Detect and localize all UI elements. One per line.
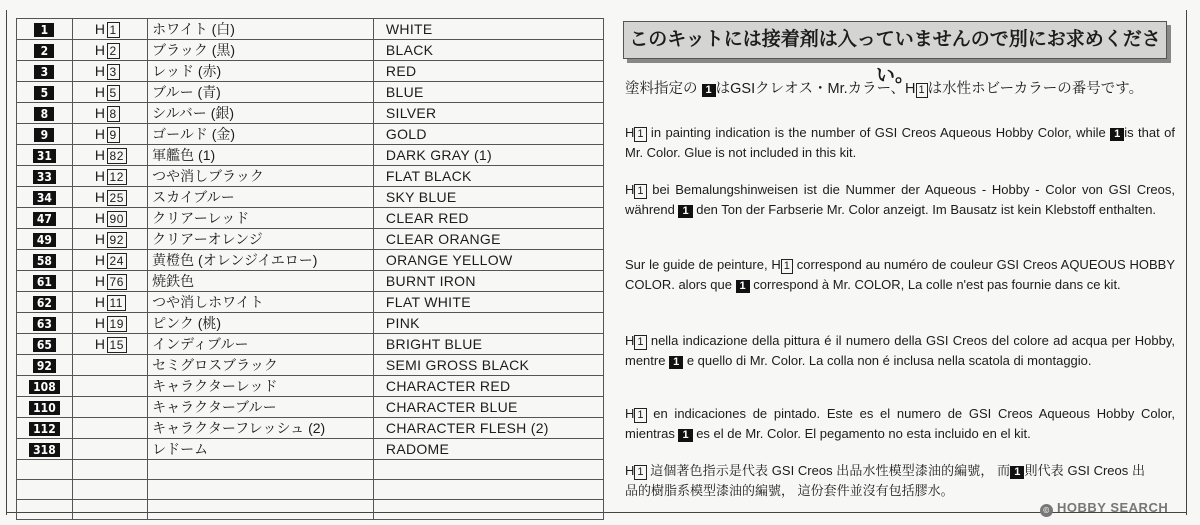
paint-row (17, 418, 604, 439)
mr-color-number: 92 (33, 359, 56, 373)
paint-row (17, 334, 604, 355)
color-name-japanese: スカイブルー (148, 187, 374, 208)
hobby-color-number: 82 (107, 148, 127, 164)
hobby-color-cell (72, 418, 147, 439)
mr-color-number: 65 (33, 338, 56, 352)
watermark-logo-icon: © (1040, 504, 1053, 517)
hobby-color-number: 25 (107, 190, 127, 206)
hobby-color-number: 92 (107, 232, 127, 248)
color-name-english: SEMI GROSS BLACK (373, 355, 603, 376)
hobby-color-cell: H 25 (72, 187, 147, 208)
hobby-color-cell: H 11 (72, 292, 147, 313)
color-name-english: FLAT BLACK (373, 166, 603, 187)
color-name-english: RED (373, 61, 603, 82)
paint-color-table (16, 18, 604, 520)
mr-color-number-box: 1 (669, 356, 683, 369)
paint-row (17, 355, 604, 376)
paint-row (17, 166, 604, 187)
paint-note-japanese: 塗料指定の 1 はGSIクレオス・Mr.カラー、H 1 は水性ホビーカラーの番号です。 (625, 81, 1144, 97)
mr-color-number-box: 1 (678, 429, 692, 442)
mr-color-number: 34 (33, 191, 56, 205)
hobby-color-cell: H 19 (72, 313, 147, 334)
paint-row (17, 397, 604, 418)
color-name-english: GOLD (373, 124, 603, 145)
paint-row (17, 40, 604, 61)
color-name-english: BLACK (373, 40, 603, 61)
hobby-color-number: 5 (107, 85, 120, 101)
paint-row (17, 61, 604, 82)
paint-row (17, 187, 604, 208)
color-name-japanese: 焼鉄色 (148, 271, 374, 292)
color-name-japanese: つや消しホワイト (148, 292, 374, 313)
hobby-color-cell (72, 439, 147, 460)
mr-color-number: 3 (34, 65, 54, 79)
hobby-color-number: 12 (107, 169, 127, 185)
hobby-color-cell: H 9 (72, 124, 147, 145)
hobby-color-cell: H 82 (72, 145, 147, 166)
color-name-english: CLEAR ORANGE (373, 229, 603, 250)
mr-color-number: 62 (33, 296, 56, 310)
hobby-color-cell: H 1 (72, 19, 147, 40)
hobby-color-cell (72, 376, 147, 397)
paint-row (17, 145, 604, 166)
hobby-color-number: 15 (107, 337, 127, 353)
mr-color-number: 49 (33, 233, 56, 247)
paint-note-italian: H 1 nella indicazione della pittura é il numero della GSI Creos del colore ad acqua per Hobby, mentre 1 e quello di Mr. Color. La colla non é inclusa nella scatola di montaggio. (625, 333, 1175, 368)
hobby-color-number-box: 1 (634, 127, 646, 142)
mr-color-number: 1 (34, 23, 54, 37)
paint-row (17, 208, 604, 229)
hobby-color-number-box: 1 (916, 83, 928, 98)
color-name-english: CLEAR RED (373, 208, 603, 229)
hobby-color-number-box: 1 (634, 184, 646, 199)
hobby-color-cell: H 2 (72, 40, 147, 61)
hobby-color-cell: H 24 (72, 250, 147, 271)
hobby-color-cell (72, 397, 147, 418)
color-name-english: RADOME (373, 439, 603, 460)
color-name-japanese: ブルー (青) (148, 82, 374, 103)
hobby-color-number: 90 (107, 211, 127, 227)
color-name-english: BLUE (373, 82, 603, 103)
paint-row (17, 313, 604, 334)
color-name-japanese: キャラクターブルー (148, 397, 374, 418)
color-name-english: CHARACTER BLUE (373, 397, 603, 418)
hobby-color-cell: H 90 (72, 208, 147, 229)
color-name-english: WHITE (373, 19, 603, 40)
paint-note-french: Sur le guide de peinture, H 1 correspond au numéro de couleur GSI Creos AQUEOUS HOBBY COLOR. alors que 1 correspond à Mr. COLOR, La colle n'est pas fournie dans ce kit. (625, 257, 1176, 292)
color-name-japanese: クリアーオレンジ (148, 229, 374, 250)
hobby-color-number: 19 (107, 316, 127, 332)
color-name-english: SILVER (373, 103, 603, 124)
color-name-japanese: レッド (赤) (148, 61, 374, 82)
color-name-japanese: シルバー (銀) (148, 103, 374, 124)
hobby-color-number: 8 (107, 106, 120, 122)
glue-notice: このキットには接着剤は入っていませんので別にお求めください。 (623, 21, 1167, 59)
paint-note-german: H 1 bei Bemalungshinweisen ist die Nummer der Aqueous - Hobby - Color von GSI Creos, während 1 den Ton der Farbserie Mr. Color anzeigt. Im Bausatz ist kein Klebstoff enthalten. (625, 182, 1175, 217)
hobby-color-cell: H 76 (72, 271, 147, 292)
mr-color-number: 31 (33, 149, 56, 163)
mr-color-number: 2 (34, 44, 54, 58)
mr-color-number-box: 1 (736, 280, 750, 293)
color-name-japanese: 黄橙色 (オレンジイエロー) (148, 250, 374, 271)
mr-color-number: 108 (29, 380, 60, 394)
color-name-english: ORANGE YELLOW (373, 250, 603, 271)
hobby-color-number: 1 (107, 22, 120, 38)
color-name-english: CHARACTER RED (373, 376, 603, 397)
empty-row (17, 460, 604, 480)
color-name-japanese: ゴールド (金) (148, 124, 374, 145)
hobby-color-number: 11 (107, 295, 126, 311)
color-name-english: DARK GRAY (1) (373, 145, 603, 166)
color-name-japanese: レドーム (148, 439, 374, 460)
empty-row (17, 500, 604, 520)
hobby-color-number: 24 (107, 253, 127, 269)
hobby-color-number-box: 1 (634, 335, 646, 350)
paint-row (17, 103, 604, 124)
color-name-english: PINK (373, 313, 603, 334)
hobby-search-watermark: © HOBBY SEARCH (1040, 500, 1168, 517)
hobby-color-number-box: 1 (634, 465, 646, 480)
mr-color-number: 5 (34, 86, 54, 100)
hobby-color-cell: H 5 (72, 82, 147, 103)
empty-row (17, 480, 604, 500)
paint-note-chinese: H 1 這個著色指示是代表 GSI Creos 出品水性模型漆油的編號， 而 1 則代表 GSI Creos 出品的樹脂系模型漆油的編號， 這份套件並沒有包括膠水。 (625, 463, 1145, 498)
color-name-english: SKY BLUE (373, 187, 603, 208)
paint-row (17, 19, 604, 40)
color-name-japanese: クリアーレッド (148, 208, 374, 229)
color-name-english: BURNT IRON (373, 271, 603, 292)
hobby-color-cell: H 15 (72, 334, 147, 355)
color-name-japanese: キャラクターフレッシュ (2) (148, 418, 374, 439)
color-name-japanese: インディブルー (148, 334, 374, 355)
mr-color-number: 9 (34, 128, 54, 142)
color-name-japanese: ピンク (桃) (148, 313, 374, 334)
mr-color-number: 112 (29, 422, 60, 436)
hobby-color-number-box: 1 (634, 408, 646, 423)
mr-color-number-box: 1 (678, 205, 692, 218)
color-name-english: CHARACTER FLESH (2) (373, 418, 603, 439)
left-border (6, 10, 7, 515)
paint-note-english: H 1 in painting indication is the number of GSI Creos Aqueous Hobby Color, while 1 is that of Mr. Color. Glue is not included in this kit. (625, 125, 1175, 160)
paint-row (17, 82, 604, 103)
hobby-color-number: 76 (107, 274, 127, 290)
hobby-color-cell: H 3 (72, 61, 147, 82)
mr-color-number: 110 (29, 401, 60, 415)
paint-row (17, 439, 604, 460)
right-border (1186, 10, 1187, 515)
color-name-japanese: ブラック (黒) (148, 40, 374, 61)
color-name-japanese: セミグロスブラック (148, 355, 374, 376)
mr-color-number: 47 (33, 212, 56, 226)
hobby-color-number: 3 (107, 64, 120, 80)
mr-color-number: 63 (33, 317, 56, 331)
hobby-color-cell: H 92 (72, 229, 147, 250)
paint-row (17, 124, 604, 145)
mr-color-number-box: 1 (702, 84, 716, 97)
color-name-japanese: ホワイト (白) (148, 19, 374, 40)
paint-row (17, 250, 604, 271)
mr-color-number-box: 1 (1110, 128, 1124, 141)
paint-row (17, 292, 604, 313)
mr-color-number: 58 (33, 254, 56, 268)
mr-color-number-box: 1 (1010, 466, 1024, 479)
mr-color-number: 8 (34, 107, 54, 121)
paint-row (17, 271, 604, 292)
paint-row (17, 376, 604, 397)
color-name-japanese: つや消しブラック (148, 166, 374, 187)
mr-color-number: 318 (29, 443, 60, 457)
color-name-english: BRIGHT BLUE (373, 334, 603, 355)
hobby-color-number: 2 (107, 43, 120, 59)
color-name-japanese: 軍艦色 (1) (148, 145, 374, 166)
hobby-color-number-box: 1 (781, 259, 793, 274)
mr-color-number: 33 (33, 170, 56, 184)
mr-color-number: 61 (33, 275, 56, 289)
color-name-japanese: キャラクターレッド (148, 376, 374, 397)
hobby-color-number: 9 (107, 127, 120, 143)
paint-row (17, 229, 604, 250)
paint-note-spanish: H 1 en indicaciones de pintado. Este es el numero de GSI Creos Aqueous Hobby Color, mientras 1 es el de Mr. Color. El pegamento no esta incluido en el kit. (625, 406, 1175, 441)
hobby-color-cell: H 12 (72, 166, 147, 187)
color-name-english: FLAT WHITE (373, 292, 603, 313)
hobby-color-cell: H 8 (72, 103, 147, 124)
hobby-color-cell (72, 355, 147, 376)
